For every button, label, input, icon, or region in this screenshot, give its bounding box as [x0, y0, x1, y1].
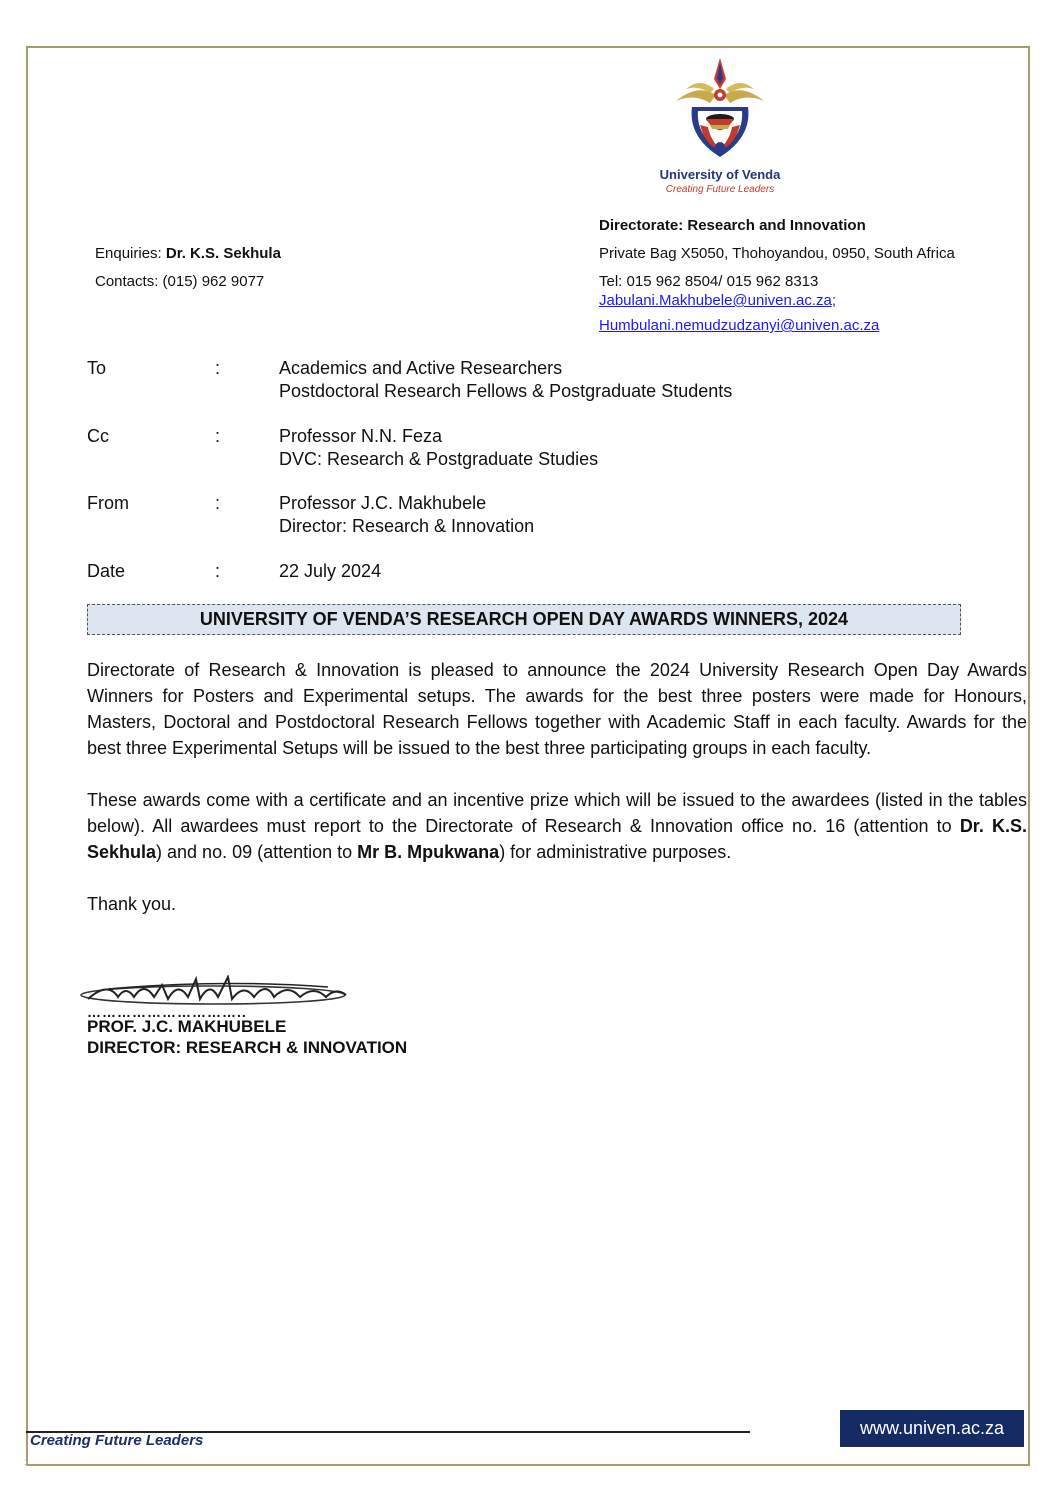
contacts: Contacts: (015) 962 9077 [95, 273, 265, 290]
footer-motto: Creating Future Leaders [30, 1432, 204, 1449]
memo-cc-line2: DVC: Research & Postgraduate Studies [279, 448, 599, 469]
footer-website[interactable]: www.univen.ac.za [840, 1410, 1024, 1447]
university-motto: Creating Future Leaders [665, 184, 775, 195]
p2-text-1: These awards come with a certificate and an incentive prize which will be issued to the awardees (listed in the tables below). All awardees must report to the Directorate of Research & Innovation office no. 16 (attention to [87, 790, 1027, 836]
memo-cc-value [279, 425, 598, 470]
p2-bold-mpukwana: Mr B. Mpukwana [357, 842, 500, 862]
memo-date-colon: : [215, 561, 221, 581]
memo-cc-line1: Professor N.N. Feza [279, 426, 443, 446]
body-paragraph-thanks: Thank you. [87, 894, 177, 914]
postal-address: Private Bag X5050, Thohoyandou, 0950, South Africa [599, 245, 955, 262]
p2-bold-sekhula: Dr. K.S. Sekhula [87, 816, 1027, 862]
enquiries-label: Enquiries: [95, 245, 166, 262]
memo-from-label: From [87, 493, 129, 513]
university-name: University of Venda [659, 167, 781, 182]
memo-to-line2: Postdoctoral Research Fellows & Postgraduate Students [279, 380, 733, 401]
document-title: UNIVERSITY OF VENDA’S RESEARCH OPEN DAY AWARDS WINNERS, 2024 [87, 604, 961, 635]
body-paragraph-1: Directorate of Research & Innovation is pleased to announce the 2024 University Research Open Day Awards Winners for Posters and Experimental setups. The awards for the best three posters were made for Honours, Masters, Doctoral and Postdoctoral Research Fellows together with Academic Staff in each faculty. Awards for the best three Experimental Setups will be issued to the best three participating groups in each faculty. [87, 660, 1027, 758]
directorate-heading: Directorate: Research and Innovation [599, 217, 866, 234]
p2-text-3: ) for administrative purposes. [499, 842, 732, 862]
email-link-nemudzudzanyi[interactable]: Humbulani.nemudzudzanyi@univen.ac.za [599, 317, 880, 334]
email-link-makhubele[interactable]: Jabulani.Makhubele@univen.ac.za; [599, 292, 837, 309]
memo-cc-label: Cc [87, 426, 109, 446]
memo-from-line1: Professor J.C. Makhubele [279, 493, 487, 513]
body-paragraph-2 [87, 787, 1027, 865]
page-number: 1 [24, 1458, 29, 1467]
memo-date-value: 22 July 2024 [279, 561, 382, 581]
memo-cc-colon: : [215, 426, 221, 446]
signatory-name: PROF. J.C. MAKHUBELE [87, 1017, 287, 1036]
p2-text-2: ) and no. 09 (attention to [156, 842, 358, 862]
telephone: Tel: 015 962 8504/ 015 962 8313 [599, 273, 819, 290]
enquiries [95, 245, 281, 263]
memo-from-value [279, 492, 534, 537]
memo-to-colon: : [215, 358, 221, 378]
memo-to-line1: Academics and Active Researchers [279, 358, 563, 378]
signatory-title: DIRECTOR: RESEARCH & INNOVATION [87, 1038, 408, 1057]
enquiries-name: Dr. K.S. Sekhula [165, 245, 281, 262]
memo-to-value [279, 357, 732, 402]
memo-from-colon: : [215, 493, 221, 513]
memo-from-line2: Director: Research & Innovation [279, 515, 535, 536]
signature-line: ………………………….. [87, 1004, 247, 1020]
memo-to-label: To [87, 358, 107, 378]
memo-date-label: Date [87, 561, 126, 581]
